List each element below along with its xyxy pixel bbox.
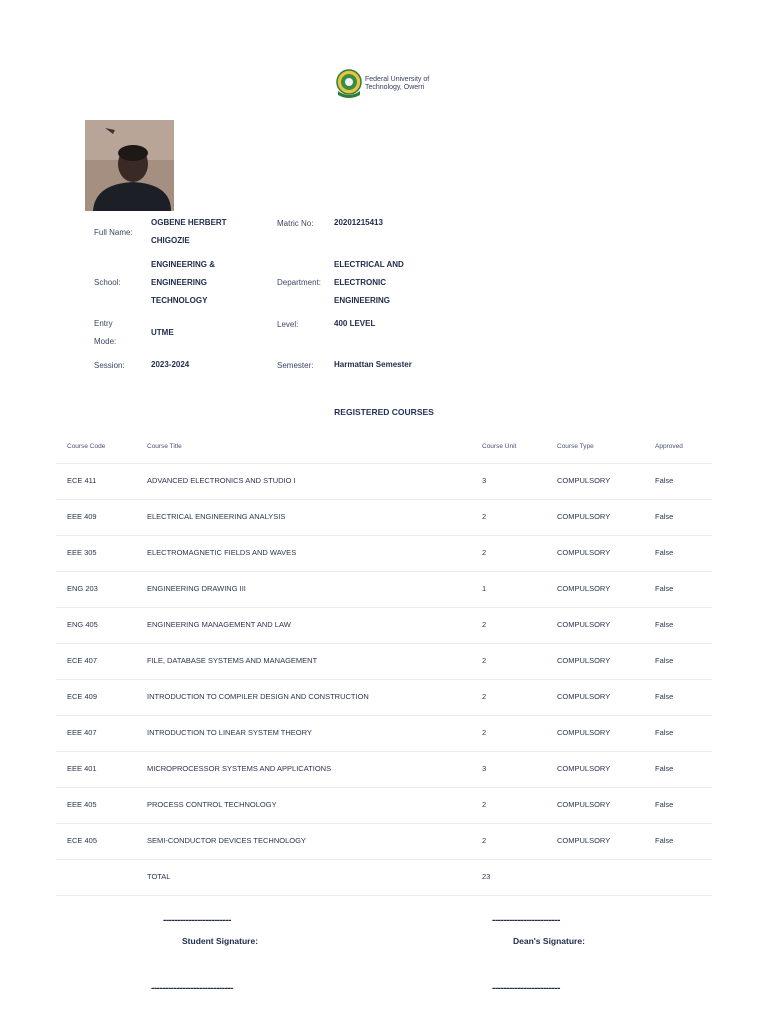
level-label: Level: [277, 320, 299, 329]
course-title: MICROPROCESSOR SYSTEMS AND APPLICATIONS [147, 764, 332, 773]
header-course-unit: Course Unit [482, 443, 517, 450]
course-type: COMPULSORY [557, 836, 611, 845]
course-title: ELECTROMAGNETIC FIELDS AND WAVES [147, 548, 297, 557]
course-title: ENGINEERING DRAWING III [147, 584, 246, 593]
school-label: School: [94, 278, 121, 287]
course-title: FILE, DATABASE SYSTEMS AND MANAGEMENT [147, 656, 318, 665]
table-total-row [56, 860, 712, 896]
table-row [56, 824, 712, 860]
table-row [56, 608, 712, 644]
course-unit: 3 [482, 476, 487, 485]
session-value: 2023-2024 [151, 360, 190, 369]
course-code: ECE 411 [67, 476, 97, 485]
course-title: ELECTRICAL ENGINEERING ANALYSIS [147, 512, 286, 521]
course-code: ECE 407 [67, 656, 98, 665]
course-approved: False [655, 728, 674, 737]
department-label: Department: [277, 278, 322, 287]
course-unit: 2 [482, 512, 487, 521]
course-approved: False [655, 800, 674, 809]
table-row [56, 680, 712, 716]
course-unit: 1 [482, 584, 487, 593]
dean-signature-line: ------------------------ [492, 915, 560, 926]
course-code: ECE 405 [67, 836, 98, 845]
table-row [56, 464, 712, 500]
bottom-signature-line-left: ----------------------------- [151, 983, 234, 994]
course-type: COMPULSORY [557, 764, 611, 773]
course-approved: False [655, 476, 674, 485]
table-row [56, 572, 712, 608]
school-value: ENGINEERING & ENGINEERING TECHNOLOGY [151, 260, 216, 305]
university-name: Federal University of Technology, Owerri [365, 76, 430, 91]
course-title: ADVANCED ELECTRONICS AND STUDIO I [147, 476, 296, 485]
registered-courses-title: REGISTERED COURSES [334, 407, 434, 417]
student-signature-label: Student Signature: [182, 936, 259, 946]
table-row [56, 788, 712, 824]
matric-value: 20201215413 [334, 218, 383, 227]
course-code: ENG 203 [67, 584, 98, 593]
total-units: 23 [482, 872, 491, 881]
course-title: INTRODUCTION TO LINEAR SYSTEM THEORY [147, 728, 312, 737]
course-unit: 2 [482, 836, 487, 845]
course-code: EEE 407 [67, 728, 97, 737]
course-unit: 2 [482, 656, 487, 665]
semester-label: Semester: [277, 361, 314, 370]
table-header-row [56, 430, 712, 464]
total-label: TOTAL [147, 872, 171, 881]
university-logo [336, 67, 446, 101]
course-unit: 2 [482, 692, 487, 701]
full-name-label: Full Name: [94, 228, 133, 237]
course-title: ENGINEERING MANAGEMENT AND LAW [147, 620, 291, 629]
header-approved: Approved [655, 443, 683, 450]
course-unit: 3 [482, 764, 487, 773]
course-title: INTRODUCTION TO COMPILER DESIGN AND CONSTRUCTION [147, 692, 369, 701]
semester-value: Harmattan Semester [334, 360, 412, 369]
course-type: COMPULSORY [557, 656, 611, 665]
session-label: Session: [94, 361, 125, 370]
course-type: COMPULSORY [557, 476, 611, 485]
course-title: PROCESS CONTROL TECHNOLOGY [147, 800, 277, 809]
bottom-signature-line-right: ------------------------ [492, 983, 560, 994]
course-unit: 2 [482, 800, 487, 809]
course-type: COMPULSORY [557, 584, 611, 593]
course-approved: False [655, 512, 674, 521]
courses-table [56, 430, 712, 896]
course-type: COMPULSORY [557, 512, 611, 521]
course-approved: False [655, 764, 674, 773]
course-code: ENG 405 [67, 620, 98, 629]
course-code: EEE 405 [67, 800, 97, 809]
entry-mode-label: Entry Mode: [94, 319, 117, 346]
university-seal-icon [336, 69, 362, 99]
student-photo [85, 120, 174, 211]
course-type: COMPULSORY [557, 620, 611, 629]
header-course-type: Course Type [557, 443, 594, 450]
course-approved: False [655, 836, 674, 845]
course-type: COMPULSORY [557, 800, 611, 809]
course-code: EEE 409 [67, 512, 97, 521]
course-unit: 2 [482, 728, 487, 737]
table-row [56, 536, 712, 572]
course-type: COMPULSORY [557, 728, 611, 737]
course-type: COMPULSORY [557, 548, 611, 557]
level-value: 400 LEVEL [334, 319, 376, 328]
matric-label: Matric No: [277, 219, 314, 228]
course-approved: False [655, 692, 674, 701]
course-unit: 2 [482, 620, 487, 629]
student-signature-line: ------------------------ [163, 915, 231, 926]
course-title: SEMI-CONDUCTOR DEVICES TECHNOLOGY [147, 836, 306, 845]
table-row [56, 716, 712, 752]
course-unit: 2 [482, 548, 487, 557]
table-row [56, 500, 712, 536]
course-type: COMPULSORY [557, 692, 611, 701]
full-name-value: OGBENE HERBERT CHIGOZIE [151, 218, 227, 245]
course-approved: False [655, 620, 674, 629]
course-code: EEE 401 [67, 764, 97, 773]
dean-signature-label: Dean's Signature: [513, 936, 585, 946]
course-approved: False [655, 548, 674, 557]
course-approved: False [655, 584, 674, 593]
course-code: EEE 305 [67, 548, 97, 557]
department-value: ELECTRICAL AND ELECTRONIC ENGINEERING [334, 260, 404, 305]
entry-mode-value: UTME [151, 328, 174, 337]
course-code: ECE 409 [67, 692, 98, 701]
table-row [56, 644, 712, 680]
header-course-code: Course Code [67, 443, 106, 450]
course-approved: False [655, 656, 674, 665]
table-row [56, 752, 712, 788]
header-course-title: Course Title [147, 443, 182, 450]
